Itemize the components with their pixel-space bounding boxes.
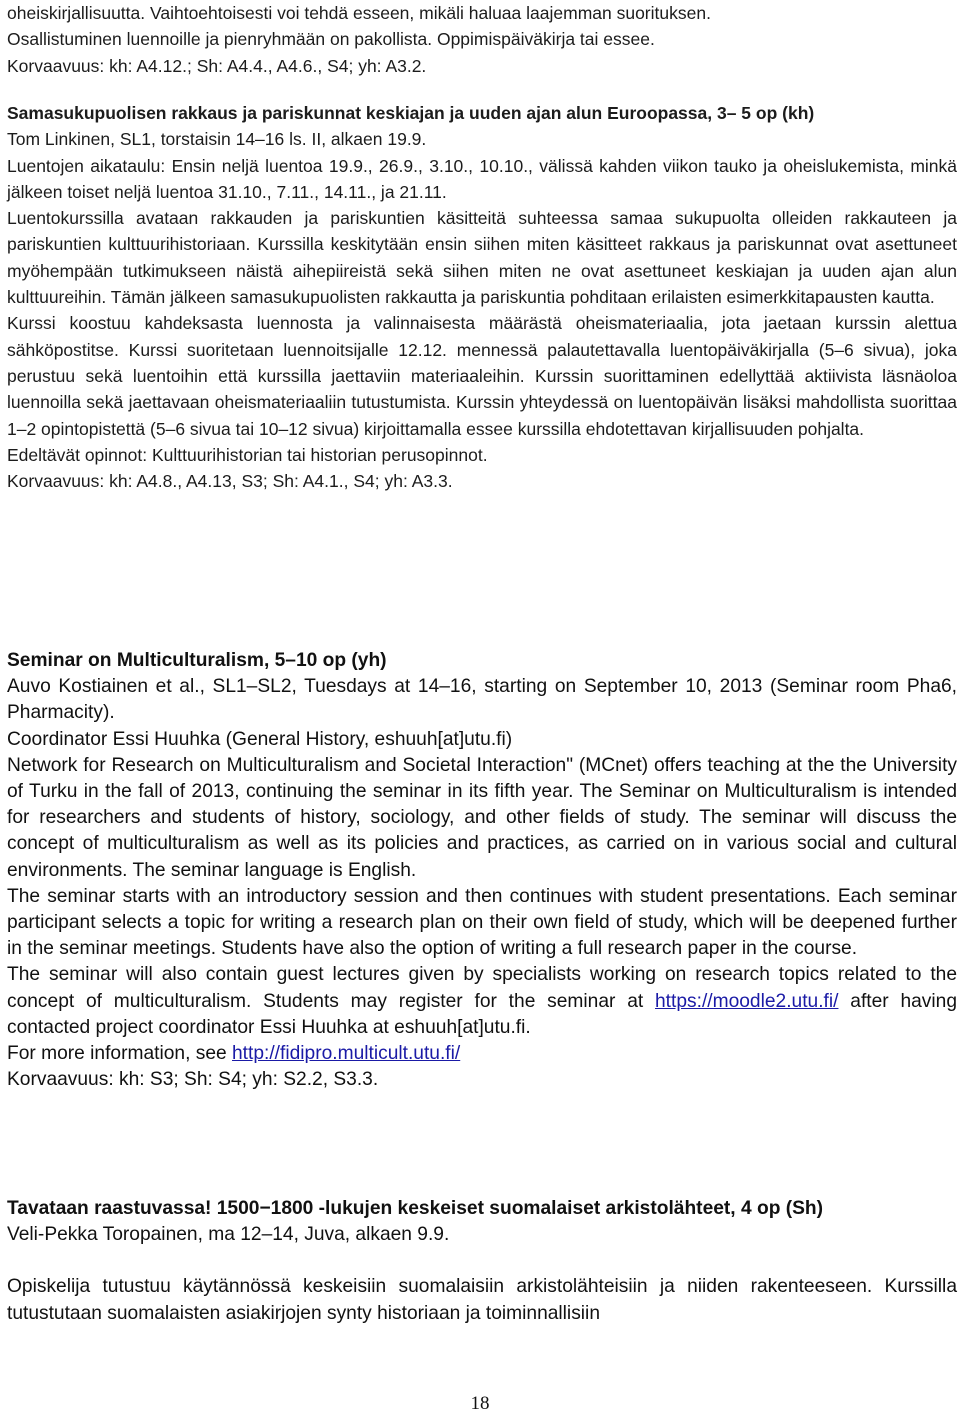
course-description: Network for Research on Multiculturalism and Societal Interaction" (MCnet) offers teaching at the the University of Turku in the fall of 2013, continuing the seminar in its fifth year. The Seminar on Multiculturalism is intended for researchers and students of history, sociology, and other fields of study. The seminar will discuss the concept of multiculturalism as well as its policies and practices, as carried on in various social and cultural environments. The seminar language is English. [7,754,957,881]
course-info: Tom Linkinen, SL1, torstaisin 14–16 ls. II, alkaen 19.9. [7,129,427,150]
course-prerequisites: Edeltävät opinnot: Kulttuurihistorian tai historian perusopinnot. [7,444,488,465]
course-coordinator: Coordinator Essi Huuhka (General History, eshuuh[at]utu.fi) [7,728,513,750]
course-equivalence: Korvaavuus: kh: A4.8., A4.13, S3; Sh: A4.1., S4; yh: A3.3. [7,471,453,492]
course-info: Veli-Pekka Toropainen, ma 12–14, Juva, alkaen 9.9. [7,1224,450,1246]
moodle-link[interactable]: https://moodle2.utu.fi/ [655,990,839,1012]
course-equivalence: Korvaavuus: kh: S3; Sh: S4; yh: S2.2, S3.3. [7,1069,379,1091]
course-structure: The seminar starts with an introductory session and then continues with student presentations. Each seminar participant selects a topic for writing a research plan on their own field of study, which will be deepened further in the seminar meetings. Students have also the option of writing a full research paper in the course. [7,885,957,960]
course-multiculturalism [7,648,957,1093]
course-info: Auvo Kostiainen et al., SL1–SL2, Tuesdays at 14–16, starting on September 10, 2013 (Seminar room Pha6, Pharmacity). [7,676,957,724]
top-fragment [7,0,957,79]
fragment-line: oheiskirjallisuutta. Vaihtoehtoisesti voi tehdä esseen, mikäli haluaa laajemman suorituksen. [7,3,711,23]
paragraph-gap [7,1248,957,1274]
course-more-info [7,1041,957,1067]
course-title: Samasukupuolisen rakkaus ja pariskunnat keskiajan ja uuden ajan alun Euroopassa, 3– 5 op (kh) [7,103,815,123]
fidipro-link[interactable]: http://fidipro.multicult.utu.fi/ [232,1043,461,1065]
course-title: Seminar on Multiculturalism, 5–10 op (yh) [7,650,387,671]
registration-text-end: after having contacted project coordinator Essi Huuhka at eshuuh[at]utu.fi. [7,990,958,1038]
course-description: Opiskelija tutustuu käytännössä keskeisiin suomalaisiin arkistolähteisiin ja niiden rakenteeseen. Kurssilla tutustutaan suomalaisten asiakirjojen synty historiaan ja toiminnallisiin [7,1276,957,1324]
more-info-text: For more information, see [7,1043,233,1065]
course-title: Tavataan raastuvassa! 1500−1800 -lukujen keskeiset suomalaiset arkistolähteet, 4 op (Sh) [7,1198,824,1219]
registration-text: The seminar will also contain guest lectures given by specialists working on research topics related to the concept of multiculturalism. Students may register for the seminar at [7,964,957,1012]
course-schedule: Luentojen aikataulu: Ensin neljä luentoa 19.9., 26.9., 3.10., 10.10., välissä kahden viikon tauko ja oheislukemista, minkä jälkeen toiset neljä luentoa 31.10., 7.11., 14.11., ja 21.11. [7,155,957,202]
course-registration [7,962,957,1041]
page-number: 18 [470,1393,490,1414]
course-description: Luentokurssilla avataan rakkauden ja pariskuntien käsitteitä suhteessa samaa sukupuolta olleiden rakkauteen ja pariskuntien kulttuurihistoriaan. Kurssilla keskitytään ensin siihen miten käsitteet rakkaus ja pariskunnat ovat asettuneet myöhempään tutkimukseen näistä aihepiireistä sekä siihen miten ne ovat asettuneet keskiajan ja uuden ajan alun kulttuureihin. Tämän jälkeen samasukupuolisten rakkautta ja pariskuntia pohditaan erilaisten esimerkkitapausten kautta. [7,208,957,308]
course-samasukupuolisen [7,100,957,494]
course-requirements: Kurssi koostuu kahdeksasta luennosta ja valinnaisesta määrästä oheismateriaalia, jota jaetaan kurssin alettua sähköpostitse. Kurssi suoritetaan luennoitsijalle 12.12. mennessä palautettavalla luentopäiväkirjalla (5–6 sivua), joka perustuu sekä luentoihin että kurssilla jaettaviin materiaaleihin. Kurssin suorittaminen edellyttää aktiivista läsnäoloa luennoilla sekä jaettavaan oheismateriaaliin tutustumista. Kurssin yhteydessä on luentopäivän lisäksi mahdollista suorittaa 1–2 opintopistettä (5–6 sivua tai 10–12 sivua) kirjoittamalla essee kurssilla ehdotettavan kirjallisuuden pohjalta. [7,313,957,439]
course-raastuvassa [7,1196,957,1327]
fragment-line: Osallistuminen luennoille ja pienryhmään on pakollista. Oppimispäiväkirja tai essee. [7,29,655,50]
fragment-line: Korvaavuus: kh: A4.12.; Sh: A4.4., A4.6., S4; yh: A3.2. [7,55,427,76]
